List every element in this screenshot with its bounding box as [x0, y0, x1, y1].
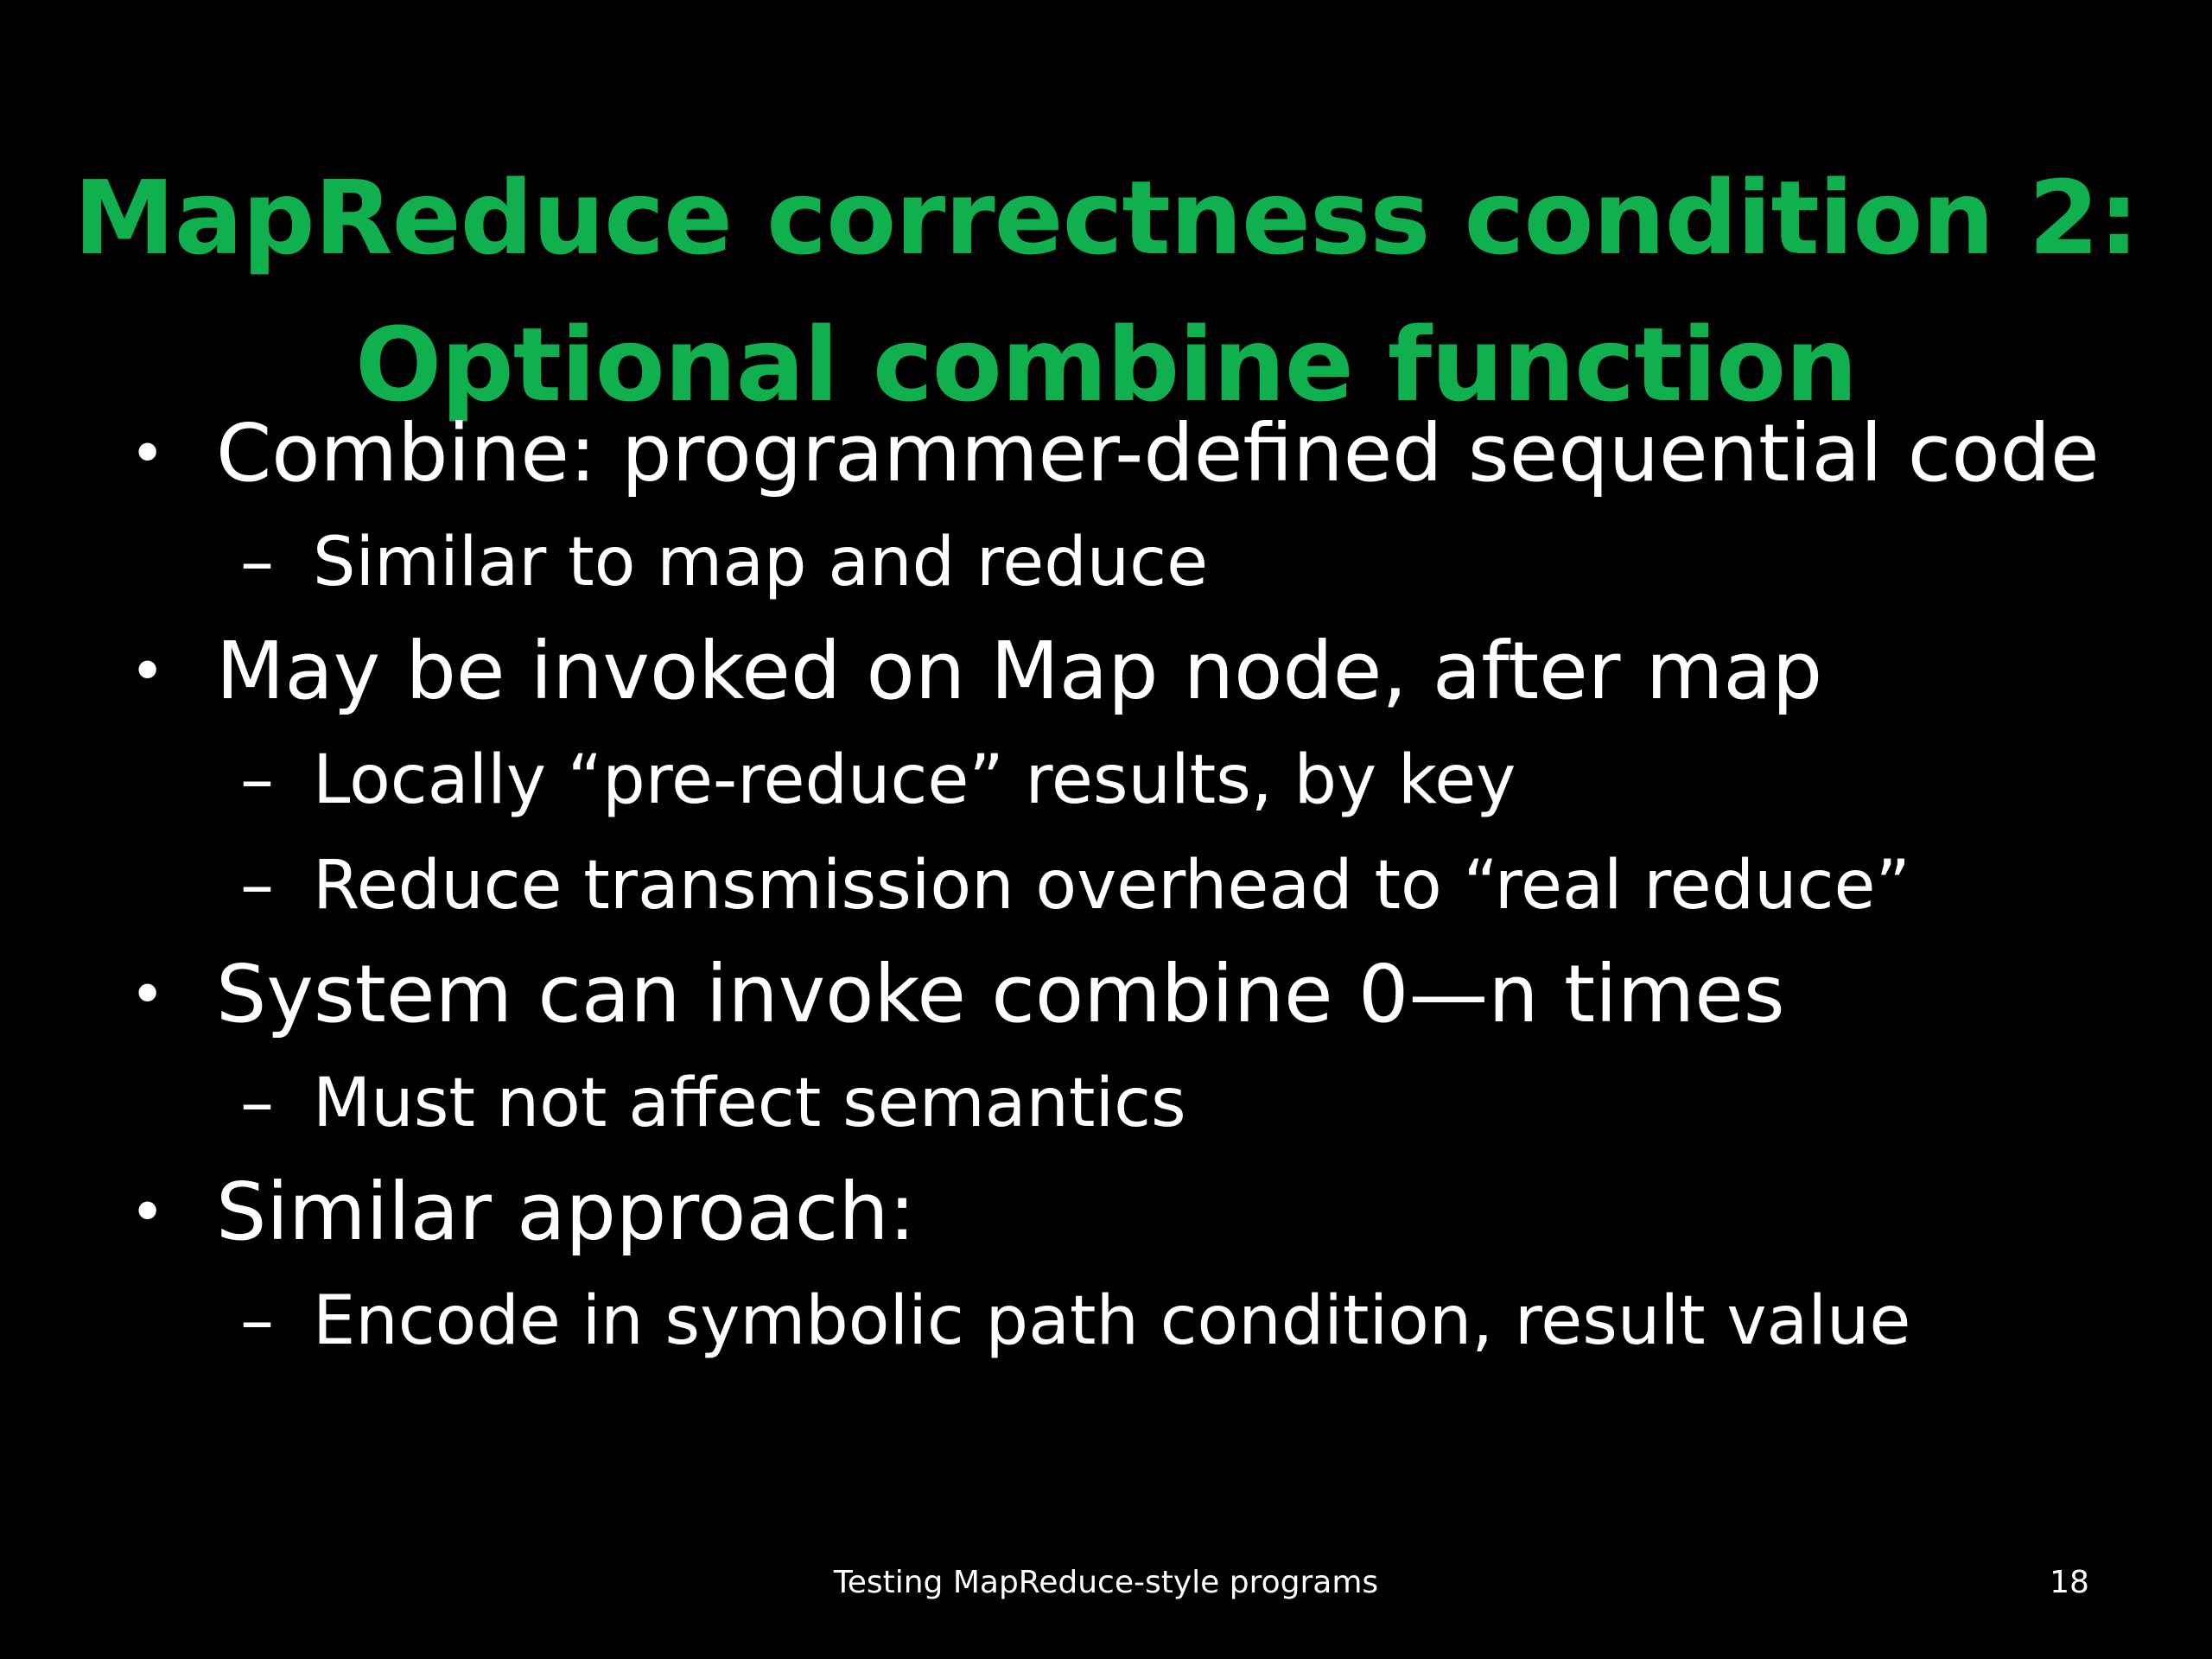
subbullet-locally-pre-reduce [130, 728, 2117, 833]
subbullet-marker: – [240, 1065, 274, 1142]
subbullet-reduce-overhead [130, 833, 2117, 938]
subbullet-text: Encode in symbolic path condition, result value [313, 1282, 1911, 1360]
bullet-system-can-invoke-combine [130, 938, 2117, 1051]
subbullet-marker: – [240, 847, 274, 925]
subbullet-marker: – [240, 524, 274, 601]
bullet-marker: • [130, 959, 166, 1030]
bullet-text: Combine: programmer-defined sequential code [216, 407, 2100, 499]
bullet-text: May be invoked on Map node, after map [216, 625, 1823, 717]
bullet-marker: • [130, 1177, 166, 1248]
bullet-marker: • [130, 636, 166, 707]
slide-title-line-1: MapReduce correctness condition 2: [73, 158, 2139, 278]
slide-title-line-2: Optional combine function [354, 305, 1858, 425]
subbullet-marker: – [240, 1282, 274, 1360]
bullet-similar-approach [130, 1156, 2117, 1268]
subbullet-must-not-affect-semantics [130, 1051, 2117, 1156]
bullet-combine-definition [130, 397, 2117, 510]
subbullet-similar-to-map-reduce [130, 510, 2117, 615]
slide-page-number: 18 [2050, 1565, 2089, 1600]
bullet-marker: • [130, 418, 166, 489]
subbullet-text: Locally “pre-reduce” results, by key [313, 741, 1516, 819]
subbullet-marker: – [240, 741, 274, 819]
bullet-text: System can invoke combine 0—n times [216, 948, 1785, 1040]
subbullet-text: Reduce transmission overhead to “real reduce” [313, 847, 1910, 925]
bullet-text: Similar approach: [216, 1166, 916, 1258]
slide-body [130, 397, 2117, 1374]
subbullet-text: Similar to map and reduce [313, 524, 1209, 601]
bullet-invoked-on-map-node [130, 615, 2117, 728]
slide-footer: Testing MapReduce-style programs [833, 1565, 1379, 1600]
slide-title [0, 144, 2212, 438]
subbullet-encode-path-condition [130, 1268, 2117, 1374]
subbullet-text: Must not affect semantics [313, 1065, 1186, 1142]
